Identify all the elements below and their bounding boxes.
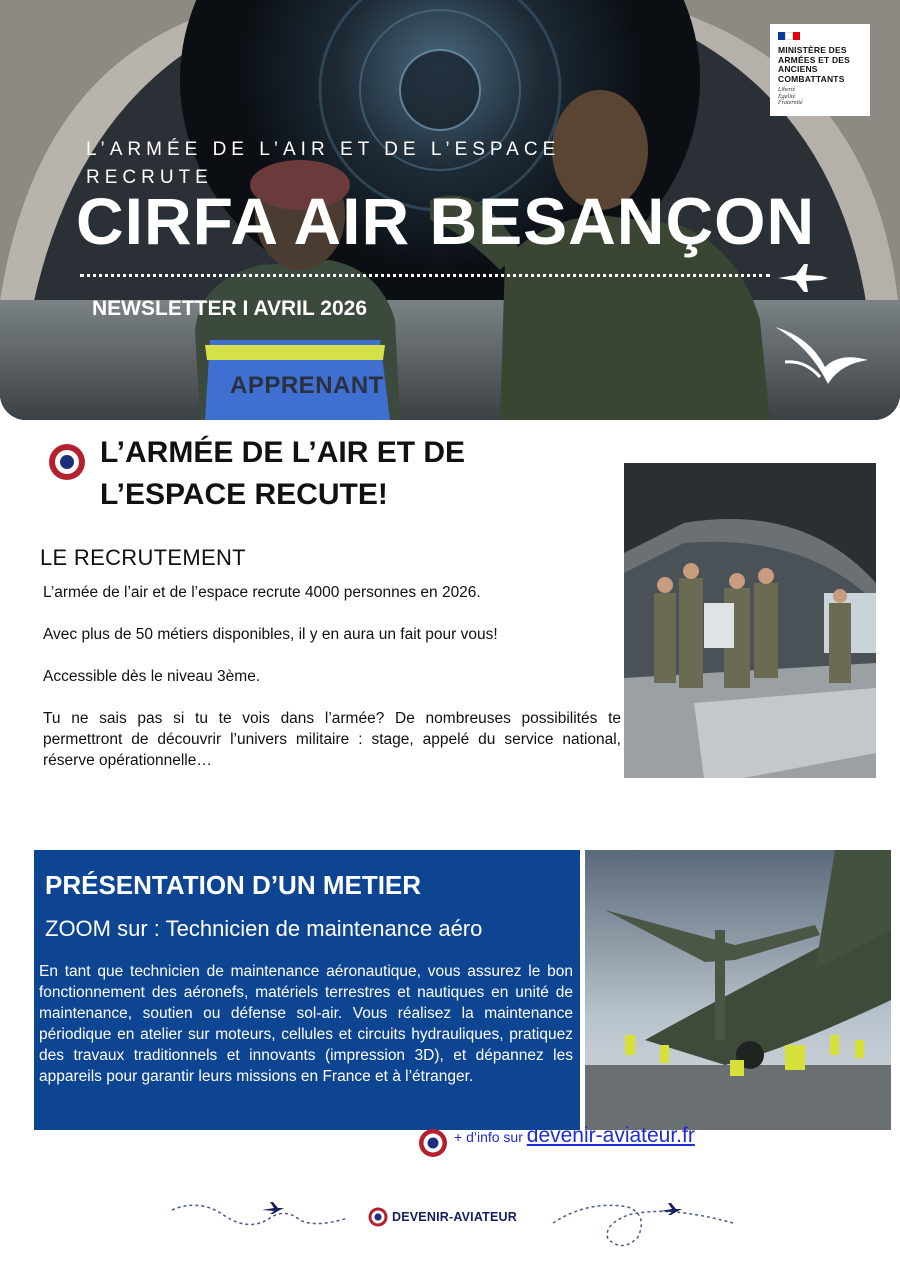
paragraph: Avec plus de 50 métiers disponibles, il y en aura un fait pour vous! [43,626,498,643]
job-section-title: PRÉSENTATION D’UN METIER [45,870,422,900]
flight-path-left [170,1196,350,1236]
footer-logo-text: DEVENIR-AVIATEUR [392,1210,517,1224]
vest-label: APPRENANT [230,372,384,399]
paragraph: L’armée de l’air et de l’espace recrute 4000 personnes en 2026. [43,584,481,601]
french-flag-icon [778,32,800,40]
ministry-motto: Liberté Égalité Fraternité [778,87,803,106]
devenir-aviateur-logo [368,1207,517,1227]
cargo-loading-photo [624,463,876,778]
hero-kicker: L’ARMÉE DE L’AIR ET DE L’ESPACE RECRUTE [86,139,561,188]
section-subtitle: LE RECRUTEMENT [40,545,246,570]
hero-banner [0,0,900,420]
jet-icon [776,260,830,296]
flight-path-right [548,1195,738,1255]
plane-icon [262,1202,284,1214]
job-section-subtitle: ZOOM sur : Technicien de maintenance aéro [45,916,483,941]
more-info-prefix[interactable]: + d’info sur [454,1129,527,1145]
ministry-name: MINISTÈRE DES ARMÉES ET DES ANCIENS COMBATTANTS [778,45,851,84]
paragraph: Accessible dès le niveau 3ème. [43,668,261,685]
aircraft-maintenance-photo [585,850,891,1130]
roundel-icon [48,443,86,481]
more-info-link[interactable] [454,1124,695,1148]
page-title: CIRFA AIR BESANÇON [76,184,816,258]
roundel-icon [368,1207,388,1227]
dotted-divider [80,274,770,277]
wings-logo-icon [770,322,870,392]
recruitment-text [43,582,621,792]
plane-icon [660,1203,682,1215]
paragraph: Tu ne sais pas si tu te vois dans l’armée? De nombreuses possibilités te permettront de découvrir l’univers militaire : stage, appelé du service national, réserve opérationnelle… [43,710,621,769]
newsletter-date: NEWSLETTER I AVRIL 2026 [92,297,367,320]
section-title: L’ARMÉE DE L’AIR ET DE L’ESPACE RECUTE! [100,436,466,511]
ministry-logo [770,24,870,116]
website-link[interactable]: devenir-aviateur.fr [526,1124,695,1147]
roundel-icon [418,1128,448,1158]
job-description: En tant que technicien de maintenance aéronautique, vous assurez le bon fonctionnement des aéronefs, matériels terrestres et nautiques en unité de maintenance, soutien ou défense sol-air. Vous réalisez la maintenance périodique en atelier sur moteurs, cellules et circuits hydrauliques, pratiquez des travaux traditionnels et innovants (impression 3D), et dépannez les appareils pour garantir leurs missions en France et à l’étranger. [39,963,573,1085]
